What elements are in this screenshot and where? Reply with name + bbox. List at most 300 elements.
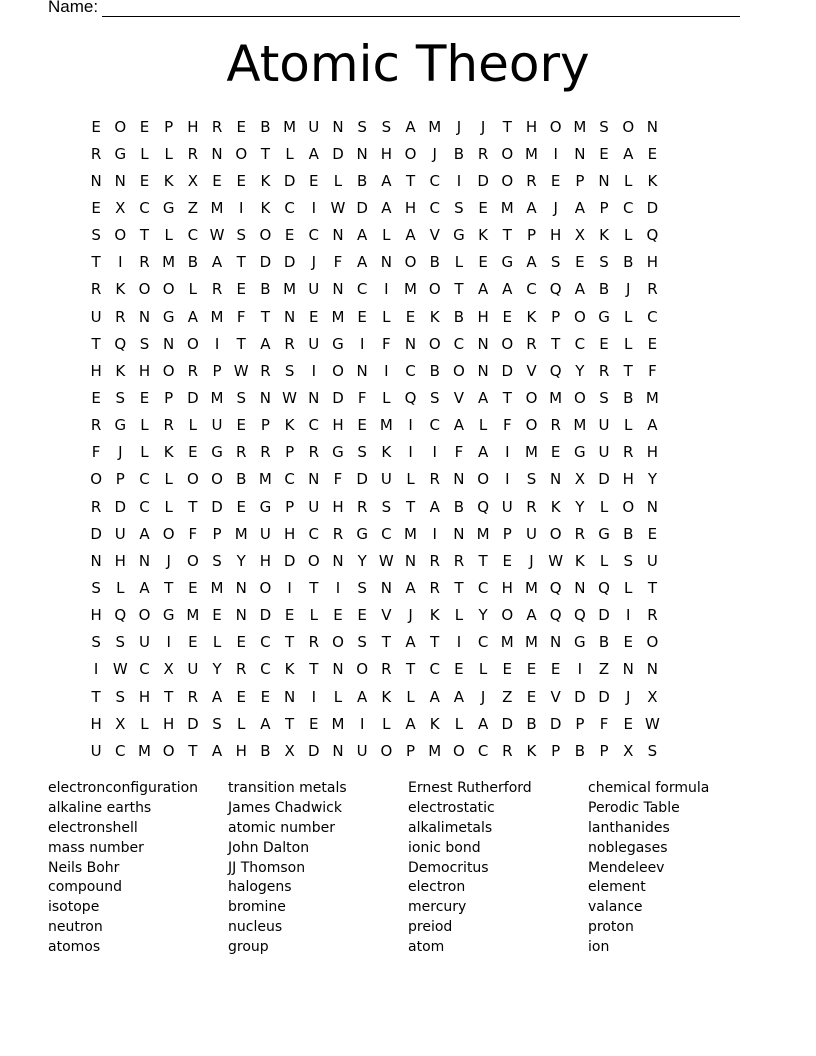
grid-letter: O bbox=[477, 470, 489, 489]
grid-letter: L bbox=[406, 687, 415, 706]
grid-letter: N bbox=[114, 171, 126, 190]
grid-letter: R bbox=[90, 280, 102, 299]
grid-letter: T bbox=[478, 551, 488, 570]
grid-letter: O bbox=[622, 497, 635, 516]
grid-letter: S bbox=[623, 551, 633, 570]
grid-letter: N bbox=[598, 171, 610, 190]
grid-letter: C bbox=[405, 361, 416, 380]
grid-letter: S bbox=[550, 253, 561, 272]
word-list bbox=[48, 779, 768, 958]
grid-letter: M bbox=[379, 416, 393, 435]
grid-letter: H bbox=[332, 416, 344, 435]
grid-letter: H bbox=[380, 144, 392, 163]
grid-letter: K bbox=[599, 226, 609, 245]
grid-letter: K bbox=[647, 171, 658, 190]
grid-letter: F bbox=[188, 524, 198, 543]
word-list-item: element bbox=[588, 879, 646, 896]
grid-letter: C bbox=[260, 660, 271, 679]
grid-letter: M bbox=[210, 578, 224, 597]
grid-letter: A bbox=[211, 687, 223, 706]
grid-row bbox=[84, 330, 665, 357]
grid-letter: M bbox=[331, 307, 345, 326]
grid-letter: H bbox=[235, 741, 247, 760]
word-list-item: electronshell bbox=[48, 819, 138, 836]
grid-letter: I bbox=[456, 171, 462, 190]
word-list-item: valance bbox=[588, 899, 643, 916]
grid-letter: F bbox=[333, 253, 343, 272]
grid-letter: L bbox=[599, 497, 609, 516]
grid-letter: A bbox=[453, 687, 465, 706]
grid-letter: R bbox=[526, 497, 537, 516]
grid-letter: O bbox=[356, 660, 369, 679]
grid-letter: P bbox=[212, 361, 222, 380]
grid-letter: C bbox=[622, 198, 634, 217]
grid-letter: T bbox=[188, 497, 198, 516]
grid-row bbox=[84, 303, 665, 330]
grid-letter: U bbox=[90, 307, 102, 326]
grid-letter: R bbox=[211, 280, 223, 299]
grid-letter: O bbox=[138, 280, 151, 299]
grid-letter: T bbox=[91, 334, 101, 353]
grid-letter: X bbox=[115, 198, 126, 217]
grid-letter: D bbox=[259, 253, 272, 272]
grid-row bbox=[84, 439, 665, 466]
grid-letter: G bbox=[162, 307, 175, 326]
grid-letter: D bbox=[477, 171, 489, 190]
grid-letter: N bbox=[453, 524, 465, 543]
grid-letter: J bbox=[529, 551, 534, 570]
grid-letter: E bbox=[309, 171, 319, 190]
grid-letter: V bbox=[526, 361, 537, 380]
grid-letter: O bbox=[549, 524, 562, 543]
grid-letter: T bbox=[405, 660, 416, 679]
grid-letter: W bbox=[548, 551, 564, 570]
grid-letter: L bbox=[454, 253, 464, 272]
grid-letter: E bbox=[236, 633, 246, 652]
grid-letter: R bbox=[332, 524, 344, 543]
grid-letter: C bbox=[115, 741, 126, 760]
grid-letter: R bbox=[90, 497, 102, 516]
grid-letter: W bbox=[644, 714, 660, 733]
grid-letter: C bbox=[139, 198, 150, 217]
word-list-item: electrostatic bbox=[408, 799, 495, 816]
grid-letter: I bbox=[505, 470, 510, 489]
grid-row bbox=[84, 656, 665, 683]
grid-letter: N bbox=[404, 334, 417, 353]
name-field bbox=[48, 0, 740, 17]
grid-letter: O bbox=[186, 334, 199, 353]
grid-letter: X bbox=[284, 741, 295, 760]
grid-letter: O bbox=[501, 171, 514, 190]
grid-letter: N bbox=[259, 388, 272, 407]
grid-letter: E bbox=[139, 388, 150, 407]
grid-letter: E bbox=[91, 117, 101, 136]
grid-letter: L bbox=[285, 144, 294, 163]
grid-letter: F bbox=[599, 714, 609, 733]
grid-letter: P bbox=[599, 741, 609, 760]
grid-letter: T bbox=[260, 144, 270, 163]
grid-letter: C bbox=[284, 198, 295, 217]
grid-letter: E bbox=[91, 388, 101, 407]
grid-letter: R bbox=[187, 361, 199, 380]
grid-letter: G bbox=[598, 524, 610, 543]
grid-letter: O bbox=[259, 226, 272, 245]
grid-letter: U bbox=[308, 117, 320, 136]
word-list-item: compound bbox=[48, 879, 122, 896]
word-list-item: nucleus bbox=[228, 919, 283, 936]
grid-letter: D bbox=[211, 497, 223, 516]
grid-letter: N bbox=[622, 660, 634, 679]
grid-letter: W bbox=[112, 660, 128, 679]
grid-row bbox=[84, 140, 665, 167]
grid-letter: R bbox=[623, 443, 634, 462]
grid-letter: K bbox=[429, 307, 440, 326]
grid-letter: R bbox=[308, 443, 319, 462]
grid-letter: L bbox=[624, 171, 633, 190]
grid-letter: L bbox=[188, 416, 198, 435]
grid-letter: O bbox=[573, 388, 586, 407]
word-list-item: group bbox=[228, 939, 269, 956]
grid-letter: F bbox=[454, 443, 464, 462]
grid-row bbox=[84, 113, 665, 140]
grid-letter: L bbox=[333, 687, 343, 706]
grid-letter: M bbox=[573, 416, 587, 435]
grid-letter: R bbox=[526, 334, 537, 353]
page-title: Atomic Theory bbox=[226, 35, 590, 93]
grid-letter: N bbox=[235, 606, 247, 625]
word-list-item: Perodic Table bbox=[588, 799, 680, 816]
grid-letter: M bbox=[162, 253, 176, 272]
grid-letter: K bbox=[429, 714, 440, 733]
grid-letter: M bbox=[645, 388, 659, 407]
word-list-item: James Chadwick bbox=[228, 799, 342, 816]
grid-letter: N bbox=[404, 551, 417, 570]
grid-letter: E bbox=[212, 606, 222, 625]
grid-letter: N bbox=[163, 334, 175, 353]
grid-letter: M bbox=[476, 524, 490, 543]
grid-letter: G bbox=[574, 633, 586, 652]
grid-letter: R bbox=[90, 416, 102, 435]
grid-letter: C bbox=[647, 307, 658, 326]
grid-letter: R bbox=[236, 660, 247, 679]
grid-letter: L bbox=[624, 307, 633, 326]
grid-letter: U bbox=[138, 633, 150, 652]
grid-letter: U bbox=[187, 660, 199, 679]
grid-letter: N bbox=[90, 551, 102, 570]
word-list-item: Mendeleev bbox=[588, 859, 665, 876]
grid-letter: K bbox=[478, 226, 489, 245]
grid-letter: O bbox=[162, 741, 175, 760]
grid-letter: N bbox=[283, 687, 296, 706]
grid-letter: S bbox=[429, 388, 440, 407]
grid-letter: Q bbox=[573, 606, 586, 625]
grid-letter: R bbox=[381, 660, 392, 679]
grid-letter: Y bbox=[575, 361, 585, 380]
grid-letter: E bbox=[236, 280, 246, 299]
grid-letter: E bbox=[575, 253, 585, 272]
grid-letter: G bbox=[259, 497, 272, 516]
grid-letter: J bbox=[626, 687, 631, 706]
grid-letter: A bbox=[502, 280, 513, 299]
grid-letter: S bbox=[454, 198, 464, 217]
word-list-item: isotope bbox=[48, 899, 100, 916]
grid-letter: N bbox=[380, 578, 392, 597]
grid-letter: P bbox=[526, 226, 536, 245]
grid-letter: E bbox=[502, 551, 513, 570]
grid-letter: B bbox=[260, 741, 271, 760]
grid-letter: M bbox=[283, 280, 297, 299]
grid-letter: P bbox=[285, 443, 295, 462]
grid-row bbox=[84, 167, 665, 194]
grid-letter: M bbox=[524, 578, 538, 597]
grid-letter: L bbox=[624, 226, 633, 245]
grid-letter: I bbox=[408, 443, 413, 462]
grid-letter: A bbox=[526, 198, 537, 217]
grid-letter: S bbox=[599, 117, 609, 136]
grid-letter: B bbox=[260, 280, 271, 299]
grid-letter: U bbox=[308, 334, 320, 353]
grid-letter: B bbox=[453, 307, 465, 326]
grid-letter: N bbox=[332, 551, 344, 570]
grid-letter: F bbox=[91, 443, 101, 462]
grid-letter: O bbox=[235, 144, 248, 163]
grid-letter: H bbox=[283, 524, 296, 543]
grid-letter: Y bbox=[357, 551, 367, 570]
word-list-item: bromine bbox=[228, 899, 286, 916]
word-list-item: JJ Thomson bbox=[228, 859, 306, 876]
word-list-item: alkaline earths bbox=[48, 799, 152, 816]
grid-letter: L bbox=[164, 144, 173, 163]
grid-letter: L bbox=[333, 171, 343, 190]
grid-letter: H bbox=[646, 253, 659, 272]
grid-row bbox=[84, 222, 665, 249]
grid-letter: U bbox=[598, 416, 610, 435]
grid-letter: T bbox=[551, 334, 561, 353]
grid-letter: N bbox=[90, 171, 102, 190]
grid-letter: U bbox=[501, 497, 513, 516]
grid-letter: A bbox=[357, 253, 368, 272]
grid-letter: N bbox=[477, 361, 489, 380]
grid-letter: I bbox=[239, 198, 244, 217]
grid-letter: I bbox=[359, 334, 365, 353]
grid-letter: A bbox=[429, 687, 440, 706]
grid-letter: O bbox=[622, 117, 635, 136]
grid-letter: N bbox=[332, 117, 344, 136]
grid-letter: I bbox=[166, 633, 171, 652]
word-list-item: atom bbox=[408, 939, 445, 956]
grid-letter: D bbox=[308, 741, 320, 760]
grid-letter: S bbox=[381, 117, 392, 136]
grid-letter: K bbox=[526, 741, 537, 760]
grid-letter: E bbox=[550, 660, 561, 679]
grid-letter: T bbox=[236, 253, 246, 272]
grid-letter: G bbox=[453, 226, 465, 245]
grid-letter: W bbox=[330, 198, 346, 217]
grid-letter: B bbox=[623, 524, 634, 543]
grid-letter: I bbox=[408, 416, 413, 435]
grid-letter: K bbox=[115, 280, 126, 299]
grid-letter: A bbox=[381, 171, 392, 190]
grid-letter: K bbox=[429, 606, 440, 625]
grid-letter: U bbox=[308, 280, 320, 299]
grid-letter: B bbox=[623, 388, 634, 407]
grid-letter: D bbox=[283, 551, 296, 570]
grid-letter: T bbox=[502, 388, 512, 407]
grid-letter: V bbox=[381, 606, 392, 625]
grid-row bbox=[84, 493, 665, 520]
grid-letter: C bbox=[429, 198, 440, 217]
grid-letter: B bbox=[429, 361, 440, 380]
grid-letter: M bbox=[524, 443, 538, 462]
grid-letter: G bbox=[332, 334, 344, 353]
grid-letter: D bbox=[501, 714, 514, 733]
grid-letter: D bbox=[283, 171, 296, 190]
grid-letter: K bbox=[163, 443, 174, 462]
grid-letter: X bbox=[163, 660, 174, 679]
grid-row bbox=[84, 276, 665, 303]
grid-letter: B bbox=[598, 280, 610, 299]
grid-letter: L bbox=[382, 714, 391, 733]
word-list-item: preiod bbox=[408, 919, 453, 936]
grid-letter: C bbox=[477, 741, 489, 760]
grid-letter: J bbox=[408, 606, 413, 625]
grid-letter: C bbox=[139, 470, 150, 489]
grid-letter: X bbox=[574, 226, 585, 245]
grid-row bbox=[84, 466, 665, 493]
grid-letter: A bbox=[574, 198, 585, 217]
grid-letter: R bbox=[550, 416, 561, 435]
grid-letter: A bbox=[526, 606, 537, 625]
grid-letter: M bbox=[210, 198, 224, 217]
grid-letter: H bbox=[525, 117, 538, 136]
grid-letter: R bbox=[526, 171, 537, 190]
grid-letter: X bbox=[623, 741, 634, 760]
grid-letter: N bbox=[646, 497, 659, 516]
grid-letter: O bbox=[162, 280, 175, 299]
grid-letter: N bbox=[380, 253, 392, 272]
grid-letter: Y bbox=[212, 660, 222, 679]
grid-letter: S bbox=[115, 388, 126, 407]
grid-letter: B bbox=[598, 633, 610, 652]
grid-letter: M bbox=[258, 470, 272, 489]
grid-letter: K bbox=[163, 171, 174, 190]
grid-letter: R bbox=[260, 443, 271, 462]
grid-row bbox=[84, 683, 665, 710]
grid-letter: D bbox=[187, 388, 199, 407]
grid-letter: L bbox=[188, 280, 198, 299]
grid-letter: E bbox=[550, 443, 561, 462]
grid-letter: A bbox=[260, 334, 271, 353]
grid-letter: U bbox=[380, 470, 392, 489]
grid-letter: M bbox=[428, 117, 442, 136]
grid-letter: L bbox=[454, 714, 464, 733]
grid-letter: I bbox=[335, 578, 341, 597]
grid-letter: N bbox=[453, 470, 465, 489]
word-list-item: ion bbox=[588, 939, 610, 956]
grid-letter: L bbox=[624, 578, 633, 597]
grid-letter: P bbox=[575, 714, 585, 733]
word-list-item: ionic bond bbox=[408, 839, 481, 856]
grid-letter: K bbox=[260, 171, 271, 190]
grid-letter: I bbox=[359, 714, 365, 733]
grid-letter: A bbox=[139, 578, 150, 597]
word-list-item: chemical formula bbox=[588, 780, 710, 796]
grid-letter: A bbox=[477, 714, 489, 733]
grid-letter: I bbox=[93, 660, 99, 679]
grid-letter: T bbox=[309, 578, 319, 597]
word-list-item: Democritus bbox=[408, 859, 489, 876]
grid-letter: H bbox=[404, 198, 417, 217]
grid-letter: Q bbox=[114, 606, 127, 625]
grid-letter: Q bbox=[549, 578, 562, 597]
grid-letter: P bbox=[551, 307, 561, 326]
grid-letter: L bbox=[454, 606, 464, 625]
grid-letter: O bbox=[404, 253, 417, 272]
grid-letter: K bbox=[284, 660, 295, 679]
grid-letter: O bbox=[453, 741, 465, 760]
grid-letter: A bbox=[526, 253, 537, 272]
grid-letter: X bbox=[574, 470, 585, 489]
grid-letter: E bbox=[623, 633, 633, 652]
grid-letter: Q bbox=[477, 497, 489, 516]
grid-letter: W bbox=[378, 551, 394, 570]
grid-letter: F bbox=[648, 361, 657, 380]
grid-letter: N bbox=[308, 388, 320, 407]
grid-letter: O bbox=[501, 334, 514, 353]
grid-letter: M bbox=[524, 633, 538, 652]
grid-letter: O bbox=[525, 388, 538, 407]
grid-letter: G bbox=[501, 253, 514, 272]
grid-letter: H bbox=[138, 687, 151, 706]
grid-letter: O bbox=[501, 606, 514, 625]
grid-letter: F bbox=[382, 334, 391, 353]
grid-letter: C bbox=[187, 226, 199, 245]
grid-letter: L bbox=[140, 416, 149, 435]
grid-letter: O bbox=[404, 144, 417, 163]
grid-letter: E bbox=[502, 307, 513, 326]
grid-row bbox=[84, 357, 665, 384]
grid-letter: D bbox=[356, 470, 368, 489]
grid-letter: O bbox=[549, 117, 562, 136]
grid-letter: P bbox=[285, 497, 295, 516]
grid-letter: Z bbox=[598, 660, 610, 679]
grid-letter: B bbox=[260, 117, 271, 136]
word-list-item: atomic number bbox=[228, 819, 335, 836]
grid-letter: E bbox=[526, 687, 537, 706]
grid-letter: O bbox=[428, 280, 441, 299]
word-list-item: atomos bbox=[48, 939, 101, 956]
grid-letter: A bbox=[187, 307, 198, 326]
grid-letter: E bbox=[478, 253, 488, 272]
grid-letter: U bbox=[356, 741, 368, 760]
grid-letter: P bbox=[575, 171, 585, 190]
grid-letter: N bbox=[138, 307, 151, 326]
grid-letter: B bbox=[453, 144, 465, 163]
name-label: Name: bbox=[48, 0, 99, 16]
grid-letter: O bbox=[573, 307, 586, 326]
grid-letter: T bbox=[188, 741, 198, 760]
grid-letter: H bbox=[163, 714, 175, 733]
grid-letter: P bbox=[406, 741, 416, 760]
grid-letter: D bbox=[646, 198, 659, 217]
grid-letter: M bbox=[404, 280, 417, 299]
grid-letter: N bbox=[211, 144, 223, 163]
grid-letter: I bbox=[432, 524, 437, 543]
grid-letter: S bbox=[526, 470, 537, 489]
grid-letter: R bbox=[211, 117, 223, 136]
grid-letter: J bbox=[456, 117, 462, 136]
grid-letter: H bbox=[138, 361, 151, 380]
